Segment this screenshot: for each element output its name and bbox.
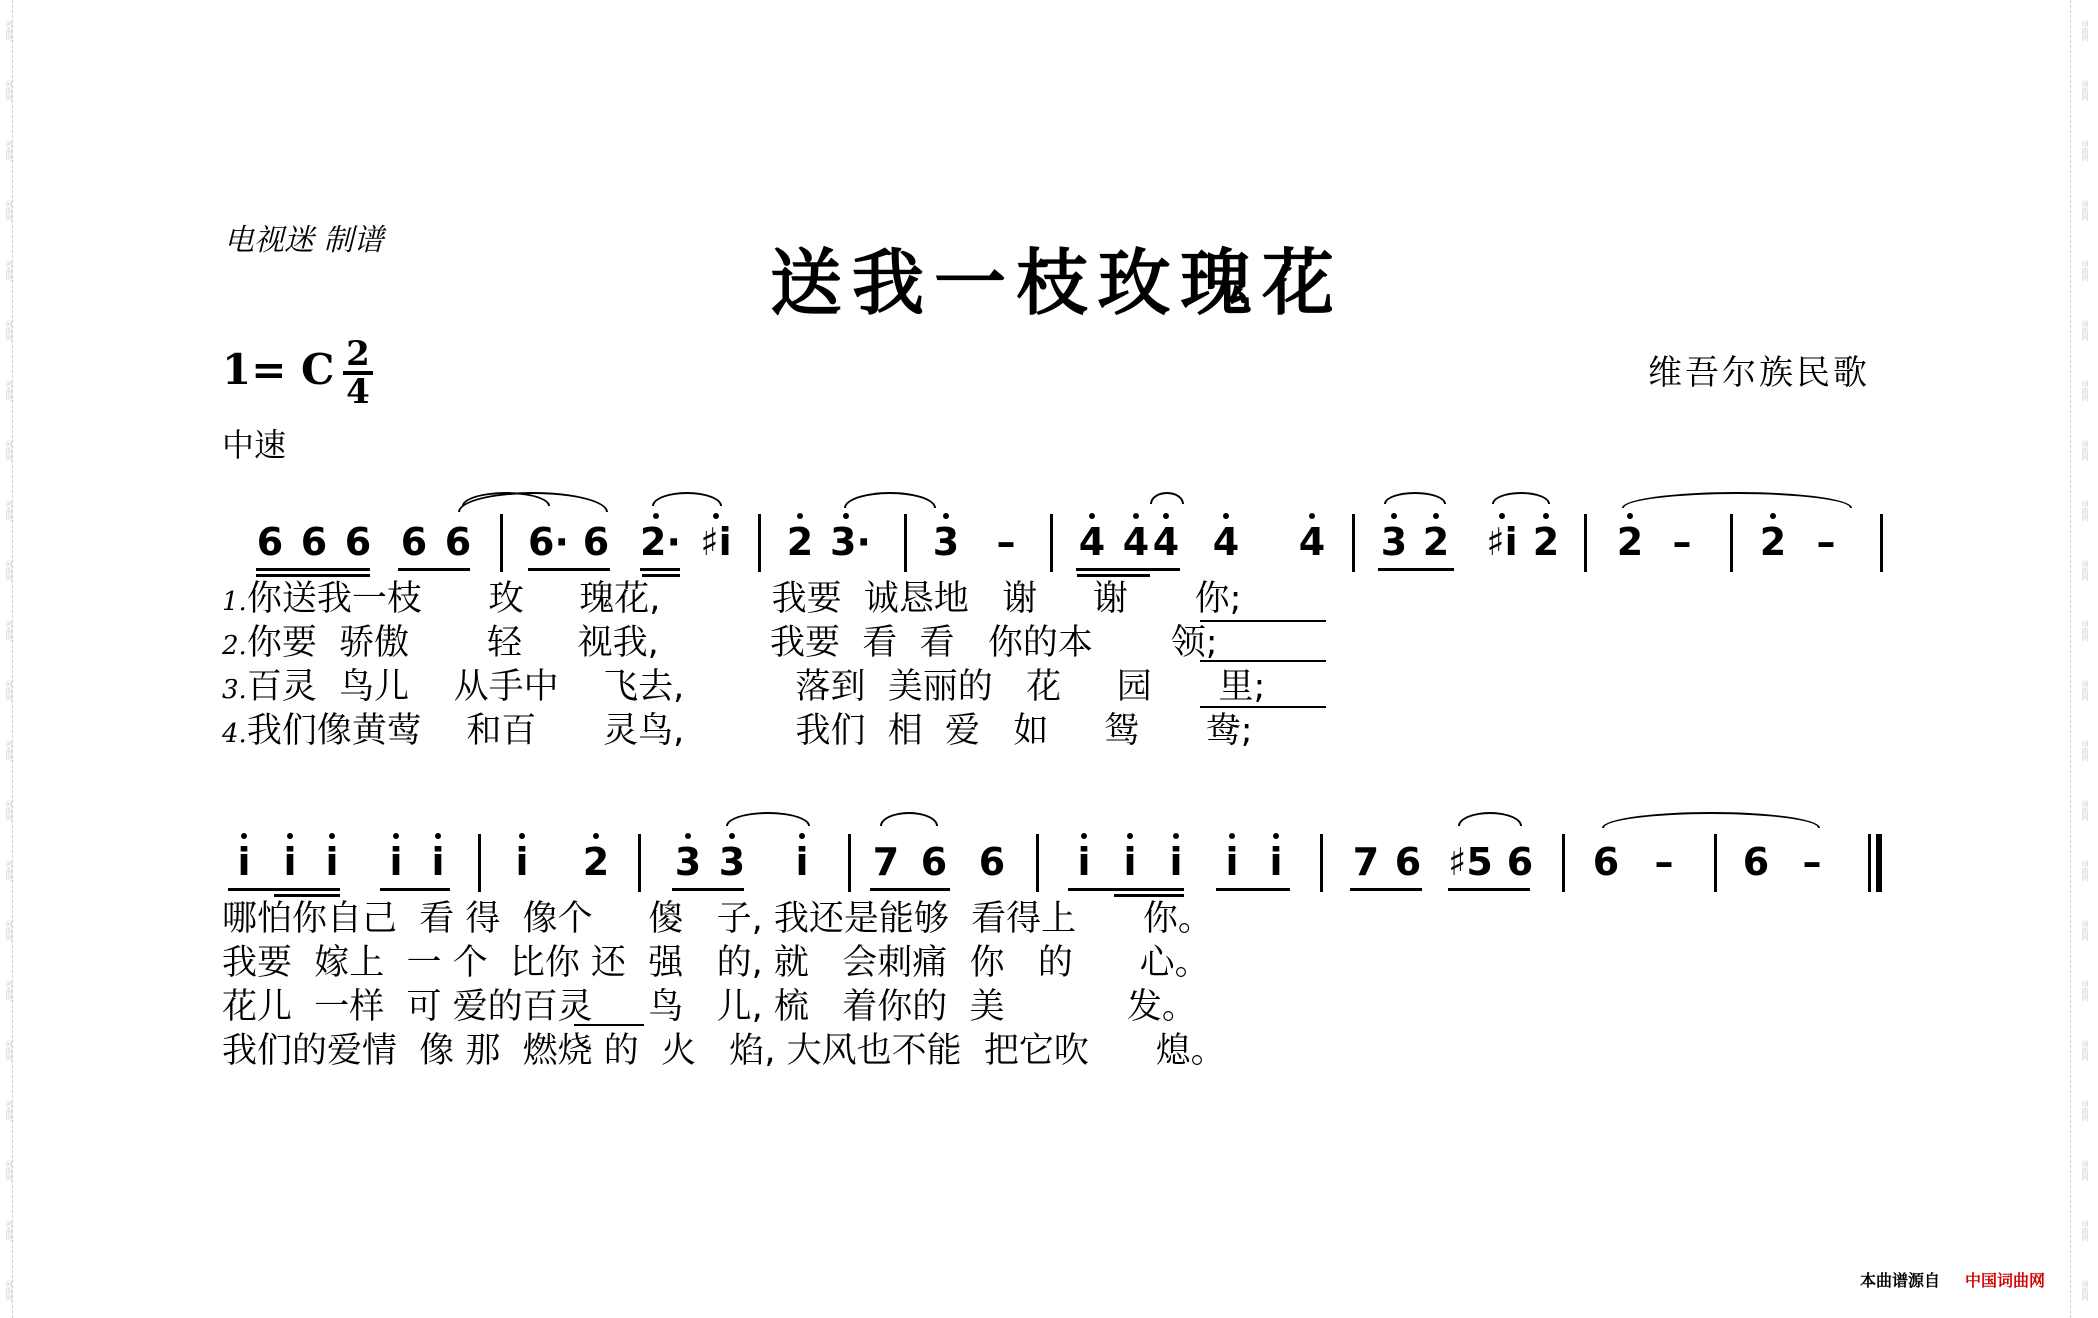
watermark-text: 词曲网 xyxy=(5,980,13,1001)
note: 6 xyxy=(444,520,472,564)
watermark-text: 词曲网 xyxy=(5,380,13,401)
watermark-text: 词曲网 xyxy=(2081,1040,2089,1061)
beam-underline xyxy=(256,568,370,571)
beam-underline xyxy=(640,568,680,571)
note: 6 xyxy=(300,520,328,564)
note: 3 xyxy=(716,842,748,882)
lyric-underline xyxy=(1200,660,1326,662)
watermark-text: 词曲网 xyxy=(5,1280,13,1301)
slur xyxy=(726,812,810,826)
watermark-text: 词曲网 xyxy=(5,1220,13,1241)
watermark-text: 词曲网 xyxy=(2081,500,2089,521)
beam-underline xyxy=(1068,888,1184,891)
beam-underline xyxy=(398,568,470,571)
note: i xyxy=(228,842,260,882)
note: i xyxy=(1114,842,1146,882)
barline xyxy=(478,834,481,892)
note: 6 xyxy=(1592,840,1620,884)
note: ♯i xyxy=(1486,520,1518,564)
note: 2 xyxy=(1420,522,1452,562)
verse-4-line-2: 我们的爱情 像 那 燃烧 的 火 焰, 大风也不能 把它吹 熄。 xyxy=(222,1031,1226,1071)
note: 6 xyxy=(1394,840,1422,884)
note: i xyxy=(1068,842,1100,882)
note: – xyxy=(1672,520,1692,564)
note: 3 xyxy=(672,842,704,882)
left-margin-strip xyxy=(12,0,27,1318)
beam-underline-2 xyxy=(1120,574,1150,577)
watermark-text: 词曲网 xyxy=(2081,380,2089,401)
song-origin: 维吾尔族民歌 xyxy=(1648,353,1870,393)
verse-2-line xyxy=(222,622,1218,667)
watermark-text: 词曲网 xyxy=(2081,1280,2089,1301)
watermark-text: 词曲网 xyxy=(5,260,13,281)
watermark-text: 词曲网 xyxy=(2081,620,2089,641)
time-signature xyxy=(343,334,373,412)
slur xyxy=(844,492,936,508)
barline xyxy=(1714,834,1717,892)
note: 6 xyxy=(256,520,284,564)
note: 3 xyxy=(930,522,962,562)
barline xyxy=(1352,514,1355,572)
beam-underline xyxy=(380,888,450,891)
barline xyxy=(1050,514,1053,572)
slur xyxy=(1622,492,1852,508)
watermark-text: 词曲网 xyxy=(5,20,13,41)
verse-4-line xyxy=(222,710,1253,755)
note: i xyxy=(422,842,454,882)
beam-underline xyxy=(870,888,950,891)
watermark-text: 词曲网 xyxy=(5,320,13,341)
time-numerator: 2 xyxy=(346,334,370,374)
note: i xyxy=(380,842,412,882)
note: ♯i xyxy=(700,520,732,564)
watermark-text: 词曲网 xyxy=(2081,980,2089,1001)
slur xyxy=(880,812,938,826)
beam-underline xyxy=(1448,888,1530,891)
watermark-text: 词曲网 xyxy=(5,740,13,761)
barline xyxy=(638,834,641,892)
watermark-text: 词曲网 xyxy=(2081,80,2089,101)
song-title: 送我一枝玫瑰花 xyxy=(770,240,1345,325)
watermark-text: 词曲网 xyxy=(5,80,13,101)
watermark-text: 词曲网 xyxy=(5,440,13,461)
watermark-text: 词曲网 xyxy=(5,1100,13,1121)
note: 6 xyxy=(582,520,610,564)
verse-number: 3. xyxy=(222,675,247,705)
note: 7 xyxy=(872,840,900,884)
note: i xyxy=(1260,842,1292,882)
beam-underline-2 xyxy=(274,894,340,897)
note: – xyxy=(1816,520,1836,564)
watermark-text: 词曲网 xyxy=(5,860,13,881)
note: – xyxy=(996,520,1016,564)
beam-underline xyxy=(528,568,610,571)
note: i xyxy=(506,842,538,882)
barline xyxy=(500,514,503,572)
note: 6 xyxy=(400,520,428,564)
verse-3-line-2: 花儿 一样 可 爱的百灵 鸟 儿, 梳 着你的 美 发。 xyxy=(222,987,1197,1027)
note: i xyxy=(316,842,348,882)
watermark-text: 词曲网 xyxy=(2081,920,2089,941)
watermark-text: 词曲网 xyxy=(2081,680,2089,701)
watermark-text: 词曲网 xyxy=(5,1160,13,1181)
watermark-text: 词曲网 xyxy=(2081,440,2089,461)
note: 3· xyxy=(830,520,871,564)
note: 6 xyxy=(344,520,372,564)
note: 4 xyxy=(1210,522,1242,562)
note: 4 xyxy=(1296,522,1328,562)
watermark-text: 词曲网 xyxy=(2081,140,2089,161)
verse-text: 你送我一枝 玫 瑰花, 我要 诚恳地 谢 谢 你; xyxy=(246,579,1242,619)
watermark-text: 词曲网 xyxy=(2081,260,2089,281)
watermark-text: 词曲网 xyxy=(2081,740,2089,761)
watermark-text: 词曲网 xyxy=(2081,320,2089,341)
barline xyxy=(1584,514,1587,572)
watermark-text: 词曲网 xyxy=(2081,1220,2089,1241)
watermark-text: 词曲网 xyxy=(2081,20,2089,41)
watermark-text: 词曲网 xyxy=(5,500,13,521)
slur xyxy=(1458,812,1522,826)
watermark-text: 词曲网 xyxy=(5,200,13,221)
note: i xyxy=(1216,842,1248,882)
beam-underline xyxy=(1076,568,1180,571)
watermark-text: 词曲网 xyxy=(5,1040,13,1061)
note: i xyxy=(274,842,306,882)
note: 3 xyxy=(1378,522,1410,562)
verse-3-line xyxy=(222,666,1265,711)
watermark-text: 词曲网 xyxy=(2081,1160,2089,1181)
source-label: 本曲谱源自 xyxy=(1860,1271,1941,1290)
note: 2 xyxy=(1530,522,1562,562)
verse-1-line xyxy=(222,578,1241,623)
beam-underline xyxy=(1378,568,1454,571)
note: ♯5 xyxy=(1448,840,1493,884)
tempo-marking: 中速 xyxy=(222,426,287,464)
beam-underline-2 xyxy=(642,574,680,577)
watermark-text: 词曲网 xyxy=(5,920,13,941)
slur xyxy=(1150,492,1184,504)
final-barline xyxy=(1876,834,1882,892)
barline xyxy=(1320,834,1323,892)
verse-1-line-2: 哪怕你自己 看 得 像个 傻 子, 我还是能够 看得上 你。 xyxy=(222,899,1213,939)
barline xyxy=(1036,834,1039,892)
note: 2 xyxy=(580,842,612,882)
note: 6 xyxy=(920,840,948,884)
verse-number: 2. xyxy=(222,631,247,661)
note: 2· xyxy=(640,520,681,564)
note: – xyxy=(1802,840,1822,884)
note: 4 xyxy=(1150,522,1182,562)
note: 2 xyxy=(784,522,816,562)
verse-2-line-2: 我要 嫁上 一 个 比你 还 强 的, 就 会刺痛 你 的 心。 xyxy=(222,943,1210,983)
verse-text: 百灵 鸟儿 从手中 飞去, 落到 美丽的 花 园 里; xyxy=(246,667,1266,707)
note: 6 xyxy=(1742,840,1770,884)
slur xyxy=(1384,492,1446,504)
barline xyxy=(848,834,851,892)
watermark-text: 词曲网 xyxy=(5,800,13,821)
watermark-text: 词曲网 xyxy=(2081,1100,2089,1121)
watermark-text: 词曲网 xyxy=(2081,200,2089,221)
watermark-text: 词曲网 xyxy=(2081,860,2089,881)
watermark-text: 词曲网 xyxy=(5,620,13,641)
verse-text: 你要 骄傲 轻 视我, 我要 看 看 你的本 领; xyxy=(246,623,1218,663)
barline xyxy=(904,514,907,572)
verse-number: 4. xyxy=(222,719,247,749)
slur xyxy=(652,492,722,506)
beam-underline-2 xyxy=(256,574,370,577)
source-site-link[interactable]: 中国词曲网 xyxy=(1965,1271,2046,1290)
slur xyxy=(1492,492,1550,504)
time-denominator: 4 xyxy=(346,372,370,412)
arranger-credit: 电视迷 制谱 xyxy=(224,223,384,258)
note: 6 xyxy=(978,840,1006,884)
note: i xyxy=(786,842,818,882)
beam-underline xyxy=(672,888,744,891)
barline xyxy=(1880,514,1883,572)
beam-underline xyxy=(228,888,340,891)
note: 2 xyxy=(1757,522,1789,562)
verse-text: 我们像黄莺 和百 灵鸟, 我们 相 爱 如 鸳 鸯; xyxy=(246,711,1253,751)
watermark-text: 词曲网 xyxy=(5,680,13,701)
watermark-text: 词曲网 xyxy=(2081,800,2089,821)
watermark-text: 词曲网 xyxy=(2081,560,2089,581)
note: 6 xyxy=(1506,840,1534,884)
note: 6· xyxy=(528,520,569,564)
verse-number: 1. xyxy=(222,587,247,617)
watermark-text: 词曲网 xyxy=(5,140,13,161)
barline xyxy=(1730,514,1733,572)
beam-underline-2 xyxy=(1114,894,1184,897)
key-signature: 1= C xyxy=(222,345,335,394)
note: 4 xyxy=(1120,522,1152,562)
note: 4 xyxy=(1076,522,1108,562)
barline xyxy=(758,514,761,572)
note: – xyxy=(1654,840,1674,884)
beam-underline xyxy=(1216,888,1290,891)
barline xyxy=(1868,834,1871,892)
note: 7 xyxy=(1352,840,1380,884)
beam-underline xyxy=(1350,888,1422,891)
note: 2 xyxy=(1614,522,1646,562)
note: i xyxy=(1160,842,1192,882)
barline xyxy=(1562,834,1565,892)
watermark-text: 词曲网 xyxy=(5,560,13,581)
slur xyxy=(1602,812,1820,828)
